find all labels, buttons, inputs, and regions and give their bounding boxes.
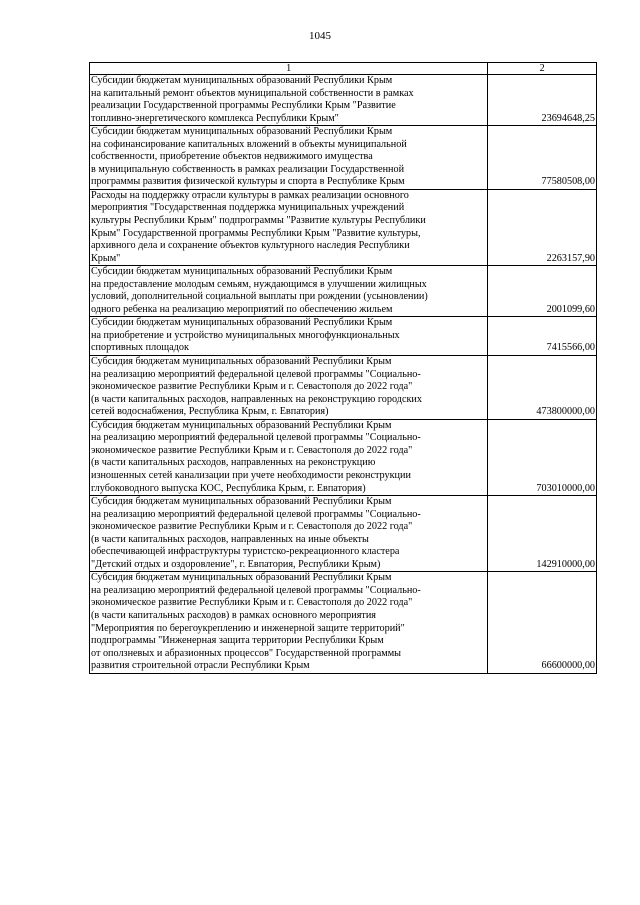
- page-number: 1045: [309, 30, 331, 42]
- row-description: Расходы на поддержку отрасли культуры в рамках реализации основного мероприятия "Государственная поддержка муниципальных учреждений культуры Республики Крым" подпрограммы "Развитие культуры Республики Крым" Государственной программы Республики Крым "Развитие культуры, архивного дела и сохранение объектов культурного наследия Республики Крым": [90, 189, 488, 265]
- row-amount: 23694648,25: [488, 75, 597, 126]
- row-amount: 473800000,00: [488, 356, 597, 420]
- table-row: [90, 419, 597, 495]
- row-amount: 2001099,60: [488, 266, 597, 317]
- table-row: [90, 126, 597, 190]
- table-row: [90, 317, 597, 356]
- row-description: Субсидии бюджетам муниципальных образований Республики Крым на капитальный ремонт объектов муниципальной собственности в рамках реализации Государственной программы Республики Крым "Развитие топливно-энергетического комплекса Республики Крым": [90, 75, 488, 126]
- row-description: Субсидия бюджетам муниципальных образований Республики Крым на реализацию мероприятий федеральной целевой программы "Социально- экономическое развитие Республики Крым и г. Севастополя до 2022 года" (в части капитальных расходов) в рамках основного мероприятия "Мероприятия по берегоукреплению и инженерной защите территорий" подпрограммы "Инженерная защита территории Республики Крым от оползневых и абразионных процессов" Государственной программы развития строительной отрасли Республики Крым: [90, 572, 488, 673]
- row-amount: 142910000,00: [488, 496, 597, 572]
- column-header-1: 1: [90, 63, 488, 75]
- row-description: Субсидия бюджетам муниципальных образований Республики Крым на реализацию мероприятий федеральной целевой программы "Социально- экономическое развитие Республики Крым и г. Севастополя до 2022 года" (в части капитальных расходов, направленных на иные объекты обеспечивающей инфраструктуры туристско-рекреационного кластера "Детский отдых и оздоровление", г. Евпатория, Республики Крым): [90, 496, 488, 572]
- row-description: Субсидия бюджетам муниципальных образований Республики Крым на реализацию мероприятий федеральной целевой программы "Социально- экономическое развитие Республики Крым и г. Севастополя до 2022 года" (в части капитальных расходов, направленных на реконструкцию городских сетей водоснабжения, Республика Крым, г. Евпатория): [90, 356, 488, 420]
- row-amount: 66600000,00: [488, 572, 597, 673]
- row-description: Субсидии бюджетам муниципальных образований Республики Крым на приобретение и устройство муниципальных многофункциональных спортивных площадок: [90, 317, 488, 356]
- table-header-row: [90, 63, 597, 75]
- column-header-2: 2: [488, 63, 597, 75]
- table-row: [90, 572, 597, 673]
- row-description: Субсидии бюджетам муниципальных образований Республики Крым на софинансирование капитальных вложений в объекты муниципальной собственности, приобретение объектов недвижимого имущества в муниципальную собственность в рамках реализации Государственной программы развития физической культуры и спорта в Республике Крым: [90, 126, 488, 190]
- table-row: [90, 75, 597, 126]
- row-description: Субсидии бюджетам муниципальных образований Республики Крым на предоставление молодым семьям, нуждающимся в улучшении жилищных условий, дополнительной социальной выплаты при рождении (усыновлении) одного ребенка на реализацию мероприятий по обеспечению жильем: [90, 266, 488, 317]
- table-row: [90, 356, 597, 420]
- budget-table: [89, 62, 597, 674]
- table-row: [90, 496, 597, 572]
- row-amount: 77580508,00: [488, 126, 597, 190]
- row-amount: 2263157,90: [488, 189, 597, 265]
- table-row: [90, 189, 597, 265]
- row-description: Субсидия бюджетам муниципальных образований Республики Крым на реализацию мероприятий федеральной целевой программы "Социально- экономическое развитие Республики Крым и г. Севастополя до 2022 года" (в части капитальных расходов, направленных на реконструкцию изношенных сетей канализации при учете необходимости реконструкции глубоководного выпуска КОС, Республика Крым, г. Евпатория): [90, 419, 488, 495]
- row-amount: 703010000,00: [488, 419, 597, 495]
- row-amount: 7415566,00: [488, 317, 597, 356]
- table-row: [90, 266, 597, 317]
